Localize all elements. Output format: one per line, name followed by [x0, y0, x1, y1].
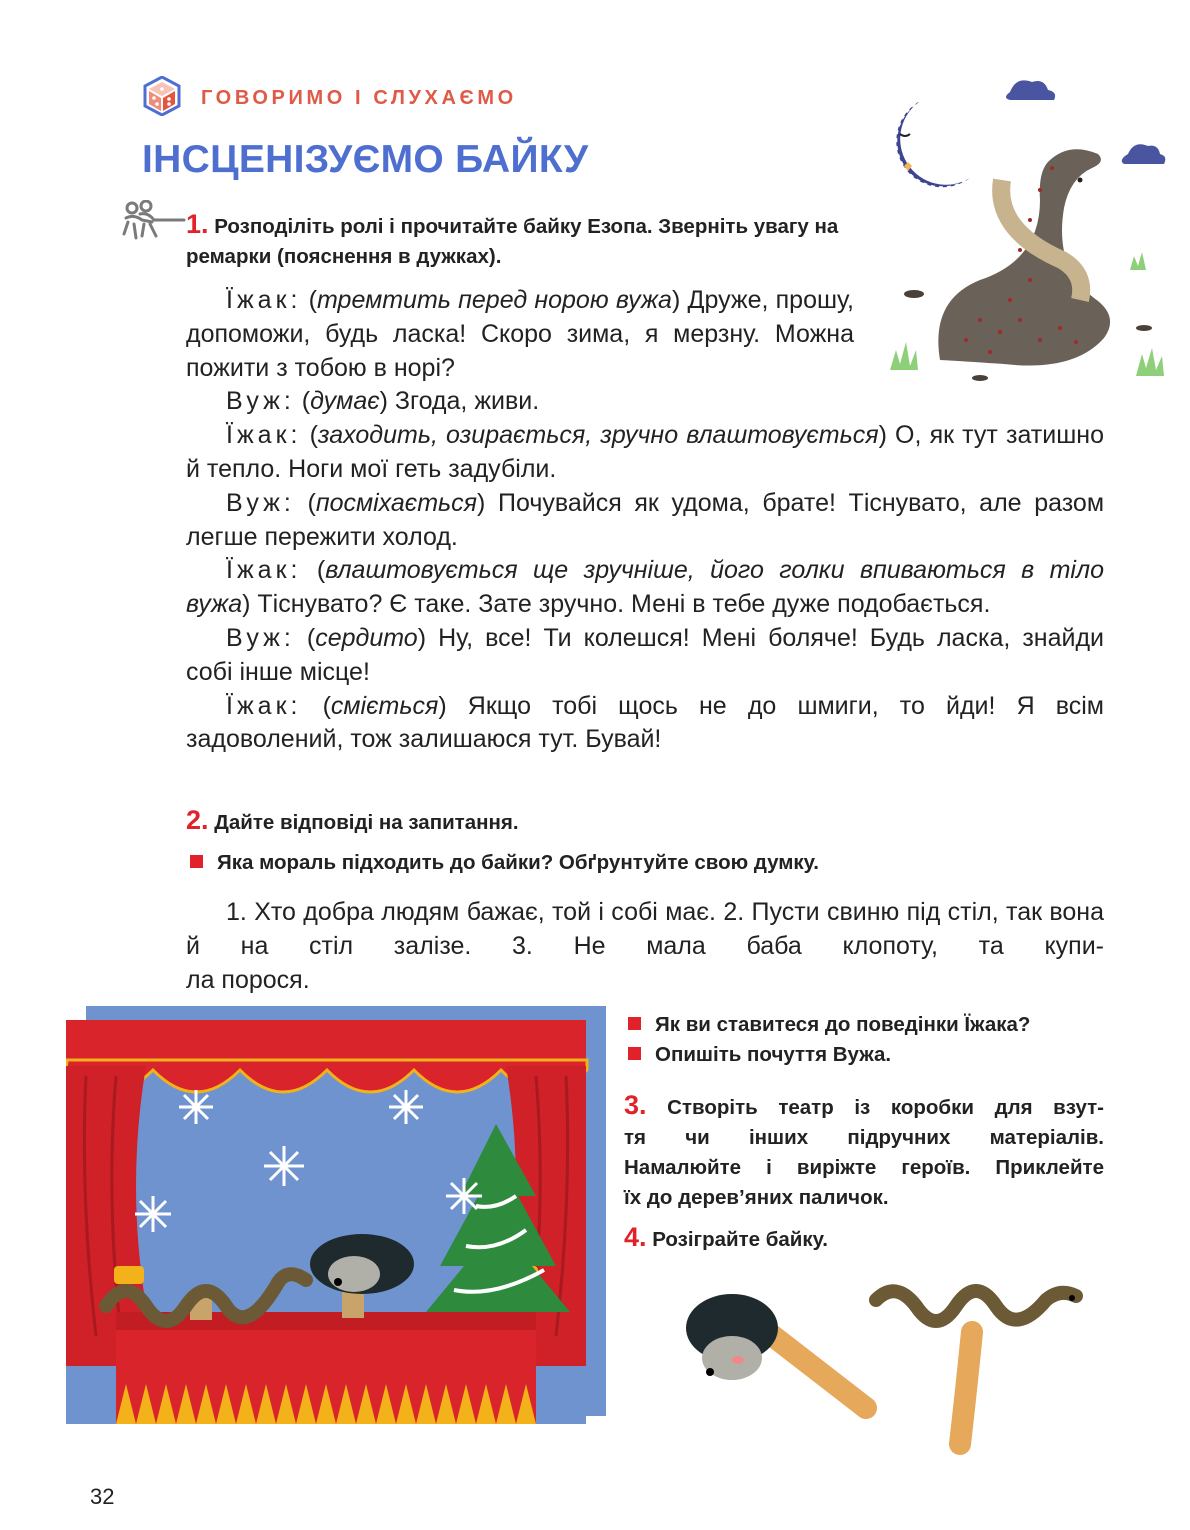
task-2-question [190, 848, 819, 878]
remark: посміхається [315, 488, 478, 517]
task-1-instruction: Розподіліть ролі і прочитайте байку Езопа. Зверніть увагу на ремарки (пояснення в дужках). [186, 215, 839, 268]
replica: Якщо тобі щось не до шмиги, то йди! Я всім задоволений, тож залишаюся тут. Бувай! [186, 691, 1104, 754]
task-3-number: 3. [624, 1090, 647, 1120]
dialogue-line: Їжак: (влаштовується ще зручніше, його голки впиваються в тіло вужа) Тіснувато? Є таке. Зате зручно. Мені в тебе дуже подобається. [186, 556, 1104, 619]
question-text: Яка мораль підходить до байки? Обґрунтуйте свою думку. [217, 851, 819, 874]
speaker: Їжак: [226, 556, 302, 585]
task-2-number: 2. [186, 805, 209, 835]
task-3-line: Намалюйте і виріжте героїв. Приклейте [624, 1156, 1104, 1179]
dialogue-line: Вуж: (сердито) Ну, все! Ти колешся! Мені боляче! Будь ласка, знайди собі інше місце! [186, 623, 1105, 686]
bullet [628, 1017, 641, 1030]
task-3-line: Створіть театр із коробки для взут- [667, 1096, 1104, 1119]
morals-line: 1. Хто добра людям бажає, той і собі має. 2. Пусти свиню під стіл, так вона й на стіл залізе. 3. Не мала баба клопоту, та купи- [186, 898, 1104, 960]
question-text: Як ви ставитеся до поведінки Їжака? [655, 1013, 1031, 1036]
replica: Почувайся як удома, брате! Тіснувато, але разом легше пережити холод. [186, 488, 1105, 551]
fable-dialogue [186, 284, 1104, 757]
dice-icon [143, 76, 181, 116]
question-item [628, 1040, 1030, 1070]
task-4-instruction: Розіграйте байку. [652, 1228, 828, 1251]
remark: сміється [330, 691, 439, 720]
replica: О, як тут затишно й тепло. Ноги мої геть задубіли. [186, 421, 1104, 483]
dialogue-line: Їжак: (тремтить перед норою вужа) Друже, прошу, допоможи, будь ласка! Скоро зима, я мерзну. Можна пожити з тобою в норі? [186, 286, 854, 382]
group-work-icon [120, 200, 186, 244]
replica: Ну, все! Ти колешся! Мені боляче! Будь ласка, знайди собі інше місце! [186, 623, 1105, 686]
dialogue-line: Їжак: (заходить, озирається, зручно влаштовується) О, як тут затишно й тепло. Ноги мої геть задубіли. [186, 421, 1104, 483]
speaker: Їжак: [226, 421, 302, 450]
replica: Згода, живи. [394, 387, 540, 416]
question-item [628, 1010, 1030, 1040]
speaker: Їжак: [226, 286, 302, 314]
question-text: Опишіть почуття Вужа. [655, 1043, 892, 1066]
remark: заходить, озирається, зручно влаштовується [317, 421, 879, 450]
remark: сердито [315, 623, 418, 652]
speaker: Вуж: [226, 387, 295, 416]
morals-list [186, 896, 1104, 997]
task-3-line: тя чи інших підручних матеріалів. [624, 1126, 1104, 1149]
puppet-theatre-illustration [66, 1006, 606, 1424]
task-4 [624, 1222, 828, 1255]
remark: влаштовується ще зручніше, його голки впиваються в тіло вужа [186, 556, 1104, 619]
task-1 [186, 209, 853, 272]
bullet [628, 1047, 641, 1060]
bullet [190, 855, 203, 868]
task-1-number: 1. [186, 209, 209, 239]
task-4-number: 4. [624, 1222, 647, 1252]
dialogue-line: Вуж: (думає) Згода, живи. [226, 387, 540, 416]
remark: думає [310, 387, 380, 416]
stick-puppets-illustration [680, 1280, 1090, 1455]
morals-line: ла порося. [186, 965, 310, 994]
task-3-line: їх до дерев’яних паличок. [624, 1186, 889, 1209]
dialogue-line: Вуж: (посміхається) Почувайся як удома, брате! Тіснувато, але разом легше пережити холод. [186, 488, 1105, 551]
task-2-instruction: Дайте відповіді на запитання. [214, 811, 519, 834]
speaker: Їжак: [226, 691, 302, 720]
page-number: 32 [90, 1484, 115, 1509]
page-title: ІНСЦЕНІЗУЄМО БАЙКУ [142, 138, 589, 181]
dialogue-line: Їжак: (сміється) Якщо тобі щось не до шмиги, то йди! Я всім задоволений, тож залишаюся тут. Бувай! [186, 691, 1104, 754]
task-2 [186, 805, 519, 838]
replica: Тіснувато? Є таке. Зате зручно. Мені в тебе дуже подобається. [257, 590, 991, 619]
task-3 [624, 1090, 1104, 1213]
section-label: ГОВОРИМО І СЛУХАЄМО [201, 87, 517, 109]
replica: Друже, прошу, допоможи, будь ласка! Скоро зима, я мерзну. Можна пожити з тобою в норі? [186, 286, 854, 382]
right-questions [628, 1010, 1030, 1070]
remark: тремтить перед норою вужа [317, 286, 672, 314]
speaker: Вуж: [226, 488, 295, 517]
speaker: Вуж: [226, 623, 295, 652]
